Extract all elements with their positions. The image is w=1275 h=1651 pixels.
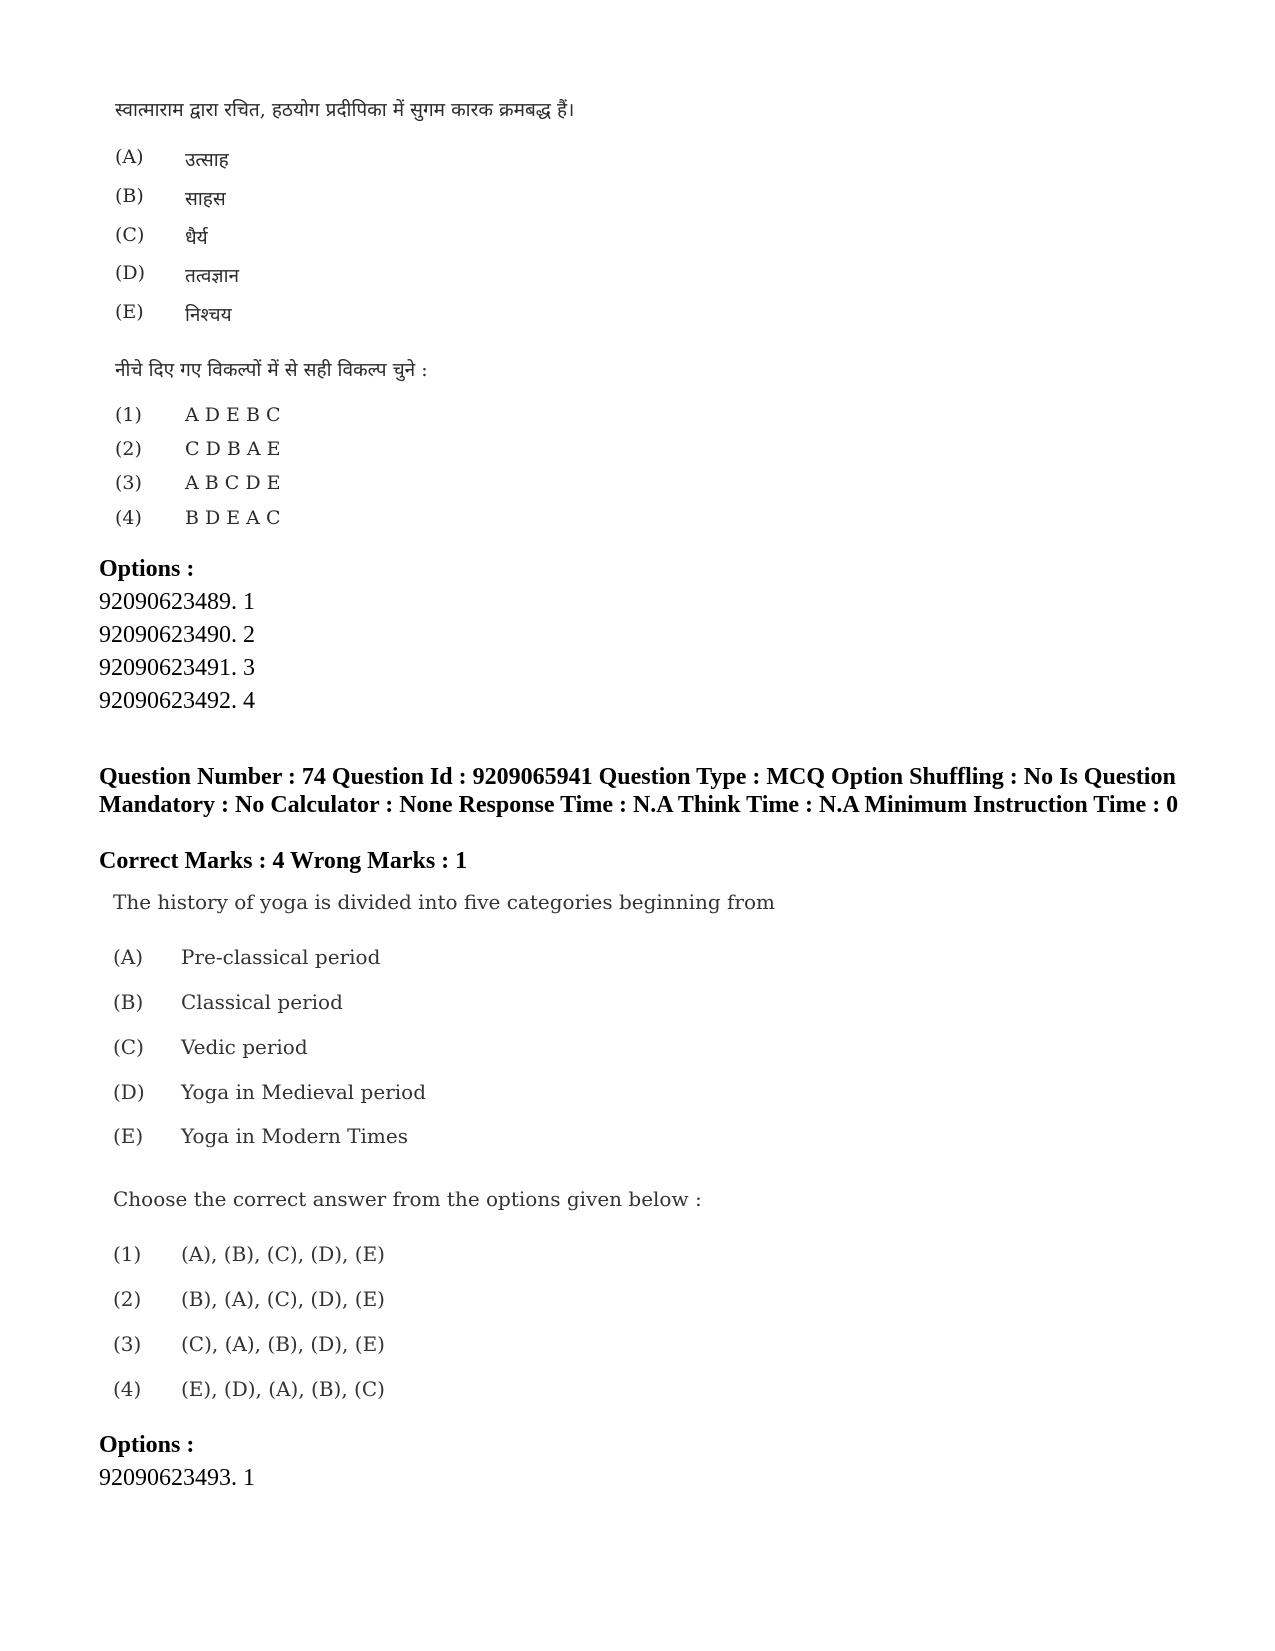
q1-choice-4-text: B D E A C — [185, 507, 281, 529]
q2-options-heading: Options : — [99, 1432, 195, 1458]
q2-choice-1-text: (A), (B), (C), (D), (E) — [181, 1242, 385, 1266]
q1-options-heading: Options : — [99, 556, 195, 582]
q1-choice-1-text: A D E B C — [185, 404, 281, 426]
q2-choice-4-text: (E), (D), (A), (B), (C) — [181, 1377, 385, 1401]
q1-item-b-text: साहस — [185, 188, 226, 210]
q1-choice-2-text: C D B A E — [185, 438, 281, 460]
q1-option-2: 92090623490. 2 — [99, 622, 255, 648]
q2-item-a-text: Pre-classical period — [181, 945, 381, 969]
q1-item-b-label: (B) — [115, 185, 144, 207]
q1-item-c-text: धैर्य — [185, 227, 208, 249]
q2-choice-2-text: (B), (A), (C), (D), (E) — [181, 1287, 385, 1311]
q1-item-c-label: (C) — [115, 224, 145, 246]
q1-item-d-text: तत्वज्ञान — [185, 265, 240, 287]
q2-item-e-text: Yoga in Modern Times — [181, 1124, 408, 1148]
q2-item-d-text: Yoga in Medieval period — [181, 1080, 426, 1104]
q2-option-1: 92090623493. 1 — [99, 1465, 255, 1491]
q1-choice-2-label: (2) — [115, 438, 142, 460]
q1-stem: स्वात्माराम द्वारा रचित, हठयोग प्रदीपिका में सुगम कारक क्रमबद्ध हैं। — [115, 99, 575, 121]
q1-item-a-label: (A) — [115, 146, 144, 168]
q2-item-c-label: (C) — [113, 1035, 144, 1059]
q2-choice-3-label: (3) — [113, 1332, 142, 1356]
q1-instruction: नीचे दिए गए विकल्पों में से सही विकल्प चुने : — [115, 359, 428, 381]
q2-choice-3-text: (C), (A), (B), (D), (E) — [181, 1332, 385, 1356]
q1-item-e-text: निश्चय — [185, 304, 232, 326]
q1-item-e-label: (E) — [115, 301, 144, 323]
q2-item-b-label: (B) — [113, 990, 144, 1014]
q2-item-c-text: Vedic period — [181, 1035, 308, 1059]
q2-item-d-label: (D) — [113, 1080, 145, 1104]
q1-choice-3-label: (3) — [115, 472, 142, 494]
q1-option-4: 92090623492. 4 — [99, 688, 255, 714]
q2-marks: Correct Marks : 4 Wrong Marks : 1 — [99, 848, 468, 874]
q2-instruction: Choose the correct answer from the options given below : — [113, 1187, 702, 1211]
q2-item-e-label: (E) — [113, 1124, 144, 1148]
q2-item-a-label: (A) — [113, 945, 144, 969]
q2-choice-1-label: (1) — [113, 1242, 142, 1266]
q2-meta: Question Number : 74 Question Id : 9209065941 Question Type : MCQ Option Shuffling : No Is Question Mandatory : No Calculator : None Response Time : N.A Think Time : N.A Minimum Instruction Time : 0 — [99, 764, 1179, 818]
q1-item-d-label: (D) — [115, 262, 146, 284]
q1-choice-4-label: (4) — [115, 507, 142, 529]
q1-choice-1-label: (1) — [115, 404, 142, 426]
q1-option-1: 92090623489. 1 — [99, 589, 255, 615]
q2-choice-2-label: (2) — [113, 1287, 142, 1311]
q2-item-b-text: Classical period — [181, 990, 343, 1014]
q2-choice-4-label: (4) — [113, 1377, 142, 1401]
q1-item-a-text: उत्साह — [185, 149, 229, 171]
q1-option-3: 92090623491. 3 — [99, 655, 255, 681]
q1-choice-3-text: A B C D E — [185, 472, 281, 494]
q2-stem: The history of yoga is divided into five categories beginning from — [113, 890, 775, 914]
